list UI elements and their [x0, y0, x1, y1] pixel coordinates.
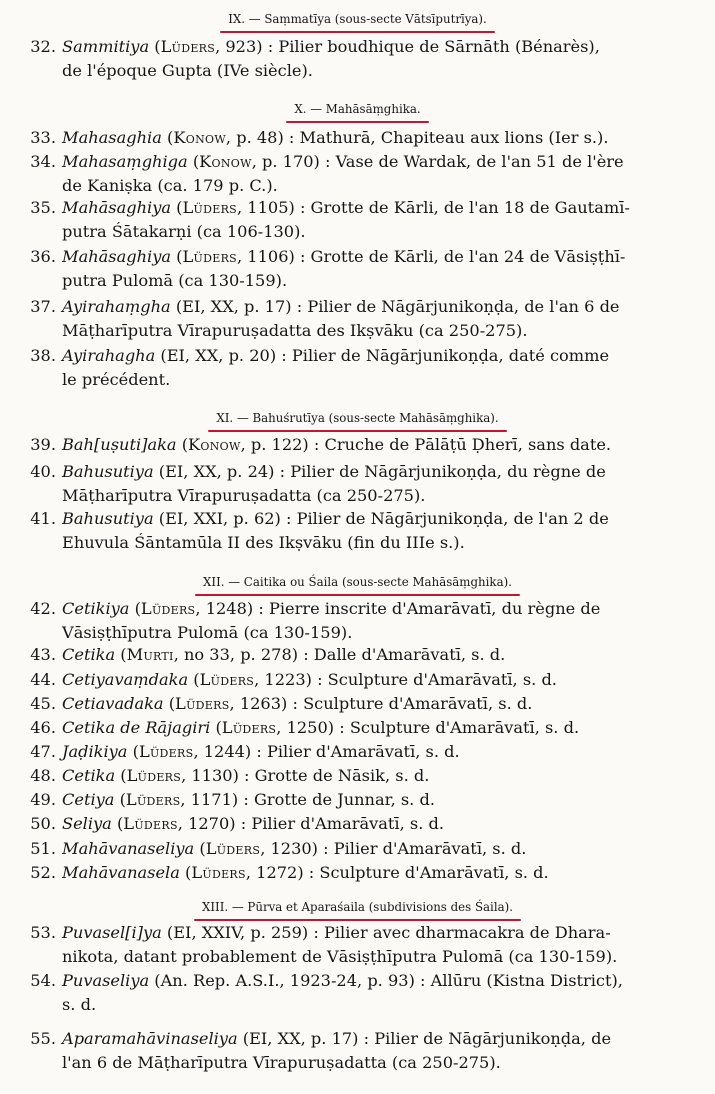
entry-first-line — [62, 344, 609, 367]
entry-description: (An. Rep. A.S.I., 1923-24, p. 93) : Allūru (Kistna District), — [149, 971, 623, 990]
entry-description: , 1223) : Sculpture d'Amarāvatī, s. d. — [254, 670, 557, 689]
section-heading-underline — [212, 407, 502, 429]
entry-source: Lüders — [140, 599, 196, 618]
entry-description: , 1230) : Pilier d'Amarāvatī, s. d. — [260, 839, 527, 858]
section-roman-numeral: XI. — [216, 411, 234, 425]
entry-source: Lüders — [125, 790, 181, 809]
entry-term: Mahasaṃghiga — [62, 152, 188, 171]
entry-number: 53. — [30, 923, 56, 942]
entry-description: (EI, XX, p. 17) : Pilier de Nāgārjunikoṇḍa, de — [237, 1029, 612, 1048]
entry-term: Sammitiya — [62, 37, 150, 56]
entry-term: Mahāvanasela — [62, 863, 180, 882]
entry-source: Lüders — [221, 718, 277, 737]
entry-source: Lüders — [182, 198, 237, 217]
entry-first-line — [62, 460, 606, 483]
entry-number: 35. — [30, 198, 56, 217]
entry-number: 45. — [30, 694, 56, 713]
entry-term: Mahāsaghiya — [62, 198, 172, 217]
section-dash: — — [228, 575, 241, 589]
entry-source: Konow — [199, 152, 252, 171]
section-heading-underline — [198, 896, 517, 918]
entry-continuation: s. d. — [62, 995, 97, 1014]
section-dash: — — [236, 411, 249, 425]
entry-number: 51. — [30, 839, 56, 858]
entry-number: 49. — [30, 790, 56, 809]
section-heading-xii — [0, 571, 715, 593]
entry-term: Mahāsaghiya — [62, 247, 172, 266]
entry-source: Konow — [173, 128, 226, 147]
entry-term: Mahasaghia — [62, 128, 162, 147]
entry-description: , 923) : Pilier boudhique de Sārnāth (Bénarès), — [215, 37, 600, 56]
entry-source: Lüders — [182, 247, 237, 266]
entry-source: Konow — [188, 435, 241, 454]
entry-term: Mahāvanaseliya — [62, 839, 195, 858]
entry-number: 42. — [30, 599, 56, 618]
entry-number: 36. — [30, 247, 56, 266]
entry-number: 47. — [30, 742, 56, 761]
entry-number: 52. — [30, 863, 56, 882]
entry-continuation: putra Pulomā (ca 130-159). — [62, 271, 288, 290]
entry-number: 37. — [30, 297, 56, 316]
entry-term: Bahusutiya — [62, 462, 154, 481]
entry-first-line: Seliya (Lüders, 1270) : Pilier d'Amarāvatī, s. d. — [62, 814, 444, 833]
section-heading-x — [0, 98, 715, 120]
entry-description: , 1244) : Pilier d'Amarāvatī, s. d. — [193, 742, 460, 761]
entry-source: Lüders — [199, 670, 255, 689]
section-title: Saṃmatīya (sous-secte Vātsīputrīya). — [264, 12, 487, 26]
entry-description: (EI, XX, p. 20) : Pilier de Nāgārjunikoṇḍa, daté comme — [155, 346, 610, 365]
entry-term: Cetika de Rājagiri — [62, 718, 211, 737]
entry-continuation: de Kaniṣka (ca. 179 p. C.). — [62, 176, 278, 195]
section-roman-numeral: X. — [294, 102, 307, 116]
entry-number: 44. — [30, 670, 56, 689]
entry-term: Cetiya — [62, 790, 115, 809]
entry-continuation: l'an 6 de Māṭharīputra Vīrapuruṣadatta (ca 250-275). — [62, 1053, 501, 1072]
entry-number: 48. — [30, 766, 56, 785]
entry-source: Lüders — [138, 742, 194, 761]
entry-first-line: Cetiya (Lüders, 1171) : Grotte de Junnar, s. d. — [62, 790, 435, 809]
entry-description: (EI, XX, p. 24) : Pilier de Nāgārjunikoṇḍa, du règne de — [153, 462, 606, 481]
entry-source: Lüders — [175, 694, 230, 713]
section-heading-xiii — [0, 896, 715, 918]
entry-continuation: Māṭharīputra Vīrapuruṣadatta (ca 250-275). — [62, 486, 426, 505]
entry-number: 43. — [30, 645, 56, 664]
entry-first-line: Mahasaghia (Konow, p. 48) : Mathurā, Chapiteau aux lions (Ier s.). — [62, 128, 609, 147]
entry-description: (EI, XX, p. 17) : Pilier de Nāgārjunikoṇḍa, de l'an 6 de — [170, 297, 620, 316]
entry-first-line: Mahāsaghiya (Lüders, 1106) : Grotte de Kārli, de l'an 24 de Vāsiṣṭhī- — [62, 247, 626, 266]
section-title: Caitika ou Śaila (sous-secte Mahāsāṃghika). — [243, 575, 512, 589]
entry-first-line: Mahasaṃghiga (Konow, p. 170) : Vase de Wardak, de l'an 51 de l'ère — [62, 152, 624, 171]
entry-source: Lüders — [205, 839, 261, 858]
section-heading-underline — [290, 98, 424, 120]
entry-description: , 1270) : Pilier d'Amarāvatī, s. d. — [177, 814, 444, 833]
entry-term: Jaḍikiya — [62, 742, 128, 761]
entry-description: , no 33, p. 278) : Dalle d'Amarāvatī, s. d. — [173, 645, 506, 664]
section-heading-underline — [224, 8, 491, 30]
section-heading-underline — [199, 571, 516, 593]
entry-number: 39. — [30, 435, 56, 454]
entry-continuation: Ehuvula Śāntamūla II des Ikṣvāku (fin du IIIe s.). — [62, 533, 465, 552]
entry-description: , 1106) : Grotte de Kārli, de l'an 24 de Vāsiṣṭhī- — [237, 247, 626, 266]
entry-source: Lüders — [126, 766, 182, 785]
entry-description: (EI, XXIV, p. 259) : Pilier avec dharmacakra de Dhara- — [161, 923, 611, 942]
entry-number: 33. — [30, 128, 56, 147]
entry-source: Lüders — [191, 863, 246, 882]
entry-description: , 1130) : Grotte de Nāsik, s. d. — [181, 766, 430, 785]
entry-continuation: le précédent. — [62, 370, 171, 389]
entry-term: Cetika — [62, 766, 116, 785]
entry-first-line: Cetikiya (Lüders, 1248) : Pierre inscrite d'Amarāvatī, du règne de — [62, 599, 601, 618]
section-dash: — — [231, 900, 244, 914]
section-dash: — — [310, 102, 323, 116]
entry-continuation: putra Śātakarṇi (ca 106-130). — [62, 222, 306, 241]
entry-number: 40. — [30, 462, 56, 481]
entry-term: Cetiyavaṃdaka — [62, 670, 189, 689]
entry-term: Puvasel[i]ya — [62, 923, 162, 942]
entry-source: Lüders — [160, 37, 216, 56]
entry-term: Bah[uṣuti]aka — [62, 435, 177, 454]
entry-first-line — [62, 969, 623, 992]
section-title: Pūrva et Aparaśaila (subdivisions des Śaila). — [247, 900, 513, 914]
entry-first-line: Jaḍikiya (Lüders, 1244) : Pilier d'Amarāvatī, s. d. — [62, 742, 460, 761]
entry-first-line: Mahāvanaseliya (Lüders, 1230) : Pilier d'Amarāvatī, s. d. — [62, 839, 527, 858]
entry-first-line: Bah[uṣuti]aka (Konow, p. 122) : Cruche de Pālāṭū Ḍherī, sans date. — [62, 435, 612, 454]
entry-description: , 1105) : Grotte de Kārli, de l'an 18 de Gautamī- — [237, 198, 630, 217]
entry-description: , 1263) : Sculpture d'Amarāvatī, s. d. — [229, 694, 533, 713]
section-roman-numeral: XII. — [203, 575, 225, 589]
entry-term: Aparamahāvinaseliya — [62, 1029, 238, 1048]
entry-term: Cetiavadaka — [62, 694, 164, 713]
section-roman-numeral: XIII. — [201, 900, 229, 914]
entry-description: , 1171) : Grotte de Junnar, s. d. — [180, 790, 435, 809]
entry-first-line: Sammitiya (Lüders, 923) : Pilier boudhique de Sārnāth (Bénarès), — [62, 37, 600, 56]
entry-first-line — [62, 507, 609, 530]
entry-term: Bahusutiya — [62, 509, 154, 528]
entry-first-line — [62, 921, 611, 944]
entry-description: , 1250) : Sculpture d'Amarāvatī, s. d. — [276, 718, 580, 737]
section-title: Mahāsāṃghika. — [325, 102, 421, 116]
entry-number: 38. — [30, 346, 56, 365]
entry-first-line: Cetika de Rājagiri (Lüders, 1250) : Sculpture d'Amarāvatī, s. d. — [62, 718, 580, 737]
entry-continuation: Māṭharīputra Vīrapuruṣadatta des Ikṣvāku (ca 250-275). — [62, 321, 528, 340]
entry-source: Lüders — [123, 814, 178, 833]
entry-description: (EI, XXI, p. 62) : Pilier de Nāgārjunikoṇḍa, de l'an 2 de — [153, 509, 609, 528]
entry-term: Seliya — [62, 814, 112, 833]
entry-number: 34. — [30, 152, 56, 171]
section-heading-xi — [0, 407, 715, 429]
entry-description: , 1248) : Pierre inscrite d'Amarāvatī, du règne de — [195, 599, 601, 618]
entry-term: Ayirahagha — [62, 346, 156, 365]
entry-description: , p. 122) : Cruche de Pālāṭū Ḍherī, sans date. — [240, 435, 612, 454]
entry-number: 50. — [30, 814, 56, 833]
section-title: Bahuśrutīya (sous-secte Mahāsāṃghika). — [252, 411, 499, 425]
entry-term: Ayirahaṃgha — [62, 297, 171, 316]
section-heading-ix — [0, 8, 715, 30]
entry-first-line: Cetika (Lüders, 1130) : Grotte de Nāsik, s. d. — [62, 766, 430, 785]
entry-number: 54. — [30, 971, 56, 990]
entry-number: 46. — [30, 718, 56, 737]
entry-first-line: Mahāsaghiya (Lüders, 1105) : Grotte de Kārli, de l'an 18 de Gautamī- — [62, 198, 630, 217]
entry-term: Puvaseliya — [62, 971, 150, 990]
section-roman-numeral: IX. — [228, 12, 246, 26]
entry-continuation: nikota, datant probablement de Vāsiṣṭhīputra Pulomā (ca 130-159). — [62, 947, 618, 966]
section-dash: — — [248, 12, 261, 26]
entry-first-line: Mahāvanasela (Lüders, 1272) : Sculpture d'Amarāvatī, s. d. — [62, 863, 549, 882]
entry-term: Cetika — [62, 645, 116, 664]
entry-continuation: de l'époque Gupta (IVe siècle). — [62, 61, 313, 80]
entry-number: 32. — [30, 37, 56, 56]
entry-first-line: Cetiyavaṃdaka (Lüders, 1223) : Sculpture d'Amarāvatī, s. d. — [62, 670, 557, 689]
entry-first-line: Cetiavadaka (Lüders, 1263) : Sculpture d'Amarāvatī, s. d. — [62, 694, 533, 713]
entry-first-line — [62, 1027, 611, 1050]
entry-description: , 1272) : Sculpture d'Amarāvatī, s. d. — [245, 863, 549, 882]
entry-first-line: Cetika (Murti, no 33, p. 278) : Dalle d'Amarāvatī, s. d. — [62, 645, 506, 664]
entry-number: 41. — [30, 509, 56, 528]
entry-source: Murti — [126, 645, 174, 664]
entry-first-line — [62, 295, 620, 318]
entry-description: , p. 170) : Vase de Wardak, de l'an 51 de l'ère — [251, 152, 624, 171]
entry-term: Cetikiya — [62, 599, 130, 618]
entry-description: , p. 48) : Mathurā, Chapiteau aux lions (Ier s.). — [225, 128, 609, 147]
entry-continuation: Vāsiṣṭhīputra Pulomā (ca 130-159). — [62, 623, 353, 642]
entry-number: 55. — [30, 1029, 56, 1048]
